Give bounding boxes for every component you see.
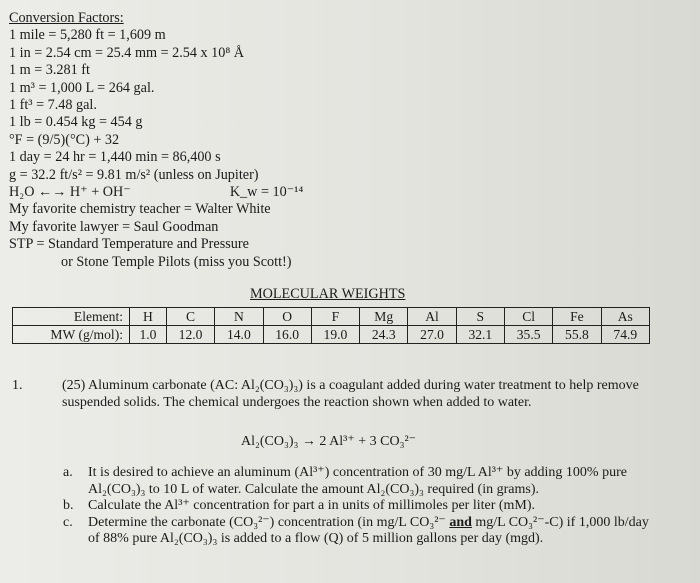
element-cell: H [130, 308, 167, 326]
weight-cell: 27.0 [408, 326, 456, 344]
part-text: Calculate the Al³⁺ concentration for part a in units of millimoles per liter (mM). [88, 498, 536, 513]
weight-cell: 16.0 [263, 326, 311, 344]
kw-value: K_w = 10⁻¹⁴ [229, 184, 304, 201]
factor-line: g = 32.2 ft/s² = 9.81 m/s² (unless on Jupiter) [9, 166, 259, 183]
weight-cell: 14.0 [215, 326, 263, 344]
element-cell: As [601, 308, 649, 326]
question-parts [63, 465, 663, 548]
factor-line: STP = Standard Temperature and Pressure [9, 236, 249, 253]
element-row [13, 308, 650, 326]
element-cell: Mg [360, 308, 408, 326]
factor-line: 1 lb = 0.454 kg = 454 g [9, 114, 143, 131]
question-number: 1. [12, 378, 23, 393]
weight-cell: 1.0 [130, 326, 167, 344]
weight-cell: 74.9 [601, 326, 649, 344]
factor-line: My favorite chemistry teacher = Walter White [9, 201, 271, 218]
factor-line: or Stone Temple Pilots (miss you Scott!) [61, 253, 292, 270]
part-text: Determine the carbonate (CO₃²⁻) concentration (in mg/L CO₃²⁻ [88, 514, 450, 530]
part-text: It is desired to achieve an aluminum (Al³⁺) concentration of 30 mg/L Al³⁺ by adding 100% pure Al₂(CO₃)₃ to 10 L of water. Calculate the amount Al₂(CO₃)₃ required (in grams). [88, 465, 627, 497]
part-text-emphasis: and [449, 514, 472, 530]
question-part-c [63, 515, 663, 548]
factor-line: 1 m³ = 1,000 L = 264 gal. [9, 79, 155, 96]
weight-cell: 12.0 [166, 326, 214, 344]
question-intro: (25) Aluminum carbonate (AC: Al₂(CO₃)₃) is a coagulant added during water treatment to help remove suspended solids. The chemical undergoes the reaction shown when added to water. [62, 378, 639, 410]
element-cell: Cl [504, 308, 552, 326]
weight-cell: 35.5 [504, 326, 552, 344]
conversion-factors [9, 10, 303, 271]
element-cell: Fe [553, 308, 601, 326]
weight-cell: 55.8 [553, 326, 601, 344]
element-row-label: Element: [13, 308, 130, 326]
element-cell: N [215, 308, 263, 326]
question-part-b [63, 498, 663, 515]
molecular-weights-table [12, 307, 650, 344]
weight-row-label: MW (g/mol): [13, 326, 130, 344]
part-label: a. [63, 465, 73, 480]
element-cell: Al [408, 308, 456, 326]
reaction-equation: Al₂(CO₃)₃ → 2 Al³⁺ + 3 CO₃²⁻ [241, 434, 417, 449]
element-cell: S [456, 308, 504, 326]
element-cell: O [263, 308, 311, 326]
question-part-a [63, 465, 663, 498]
factor-line: 1 in = 2.54 cm = 25.4 mm = 2.54 x 10⁸ Å [9, 44, 245, 61]
part-text: mg/L CO₃²⁻-C) if 1,000 lb/day of 88% pure Al₂(CO₃)₃ is added to a flow (Q) of 5 million gallons per day (mgd). [88, 514, 649, 546]
part-label: c. [63, 514, 73, 530]
part-label: b. [63, 498, 74, 513]
water-equilibrium-line [9, 184, 303, 201]
weight-cell: 19.0 [311, 326, 359, 344]
weight-cell: 24.3 [360, 326, 408, 344]
water-equation: H₂O ←→ H⁺ + OH⁻ [9, 184, 131, 201]
factor-line: 1 mile = 5,280 ft = 1,609 m [9, 27, 166, 44]
factor-line: 1 ft³ = 7.48 gal. [9, 97, 97, 114]
factor-line: 1 m = 3.281 ft [9, 62, 90, 79]
element-cell: C [166, 308, 214, 326]
molecular-weights-title: MOLECULAR WEIGHTS [250, 286, 406, 302]
element-cell: F [311, 308, 359, 326]
factor-line: °F = (9/5)(°C) + 32 [9, 131, 120, 148]
weight-cell: 32.1 [456, 326, 504, 344]
factor-line: My favorite lawyer = Saul Goodman [9, 218, 219, 235]
weight-row [13, 326, 650, 344]
factor-line: 1 day = 24 hr = 1,440 min = 86,400 s [9, 149, 221, 166]
conversion-factors-title: Conversion Factors: [9, 10, 124, 26]
